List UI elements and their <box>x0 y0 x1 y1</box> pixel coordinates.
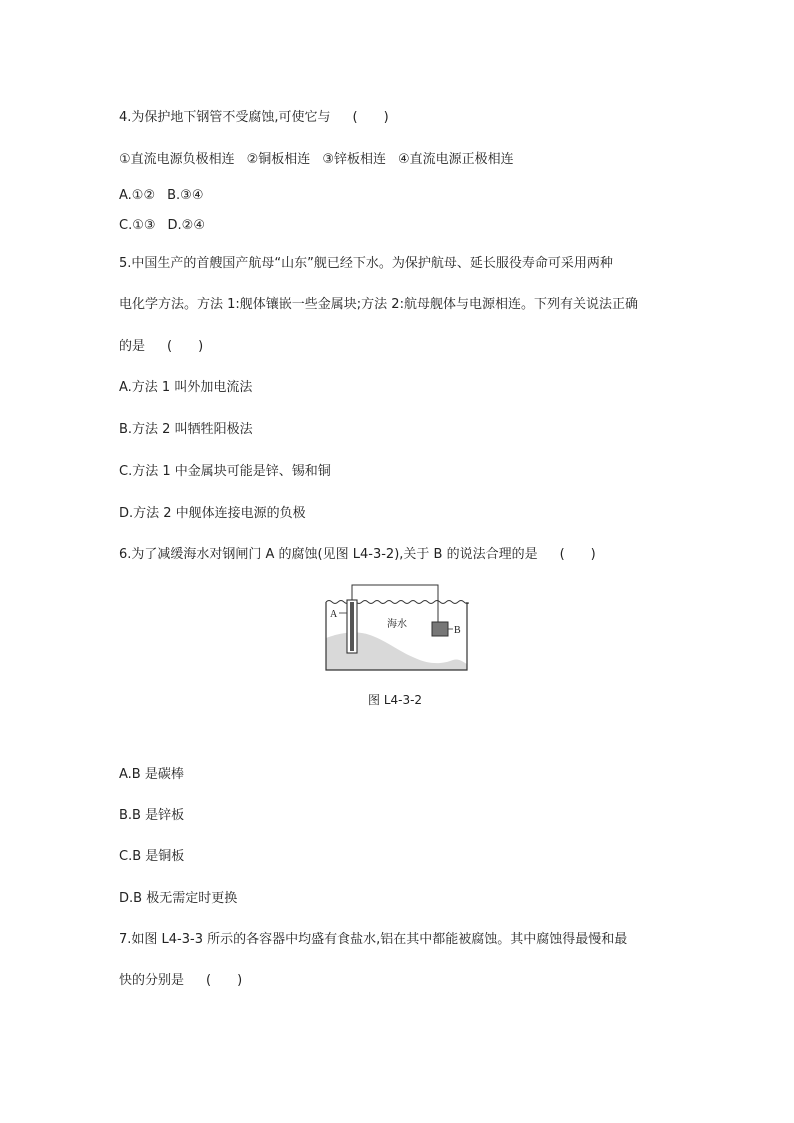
option-a: A.①② <box>119 188 156 203</box>
label-seawater: 海水 <box>387 619 407 630</box>
question-4-options-cd <box>119 217 205 235</box>
question-5-option-c: C.方法 1 中金属块可能是锌、锡和铜 <box>119 464 331 479</box>
answer-paren: ( ) <box>167 339 204 354</box>
question-4-stem <box>119 109 389 127</box>
item-4: ④直流电源正极相连 <box>397 152 514 167</box>
question-6-option-c: C.B 是铜板 <box>119 849 185 864</box>
question-6-option-a: A.B 是碳棒 <box>119 767 184 782</box>
option-b: B.③④ <box>167 188 204 203</box>
option-c: C.①③ <box>119 218 156 233</box>
question-7-line-1: 7.如图 L4-3-3 所示的各容器中均盛有食盐水,铝在其中都能被腐蚀。其中腐蚀得最慢和最 <box>119 932 628 947</box>
question-4-text: 4.为保护地下钢管不受腐蚀,可使它与 <box>119 110 331 125</box>
question-5-line-3 <box>119 338 203 356</box>
answer-paren: ( ) <box>559 547 596 562</box>
question-5-line-1: 5.中国生产的首艘国产航母“山东”舰已经下水。为保护航母、延长服役寿命可采用两种 <box>119 256 613 271</box>
item-3: ③锌板相连 <box>322 152 386 167</box>
block-b <box>432 622 448 636</box>
question-5-text: 的是 <box>119 339 146 354</box>
seawater-gate-figure <box>325 580 469 674</box>
item-1: ①直流电源负极相连 <box>119 152 235 167</box>
question-7-text: 快的分别是 <box>119 973 185 988</box>
question-6-text: 6.为了减缓海水对钢闸门 A 的腐蚀(见图 L4-3-2),关于 B 的说法合理的是 <box>119 547 538 562</box>
label-a: A <box>330 609 338 620</box>
question-4-options-ab <box>119 187 203 205</box>
question-7-line-2 <box>119 972 242 990</box>
question-6-stem <box>119 546 596 564</box>
answer-paren: ( ) <box>206 973 243 988</box>
question-6-option-b: B.B 是锌板 <box>119 808 185 823</box>
item-2: ②铜板相连 <box>246 152 311 167</box>
figure-caption: 图 L4-3-2 <box>368 693 423 707</box>
question-4-items <box>119 151 514 169</box>
label-b: B <box>454 625 461 636</box>
answer-paren: ( ) <box>352 110 389 125</box>
question-5-line-2: 电化学方法。方法 1:舰体镶嵌一些金属块;方法 2:航母舰体与电源相连。下列有关说法正确 <box>119 297 638 312</box>
option-d: D.②④ <box>167 218 205 233</box>
question-5-option-d: D.方法 2 中舰体连接电源的负极 <box>119 506 306 521</box>
question-5-option-b: B.方法 2 叫牺牲阳极法 <box>119 422 253 437</box>
question-5-option-a: A.方法 1 叫外加电流法 <box>119 380 253 395</box>
question-6-option-d: D.B 极无需定时更换 <box>119 891 238 906</box>
